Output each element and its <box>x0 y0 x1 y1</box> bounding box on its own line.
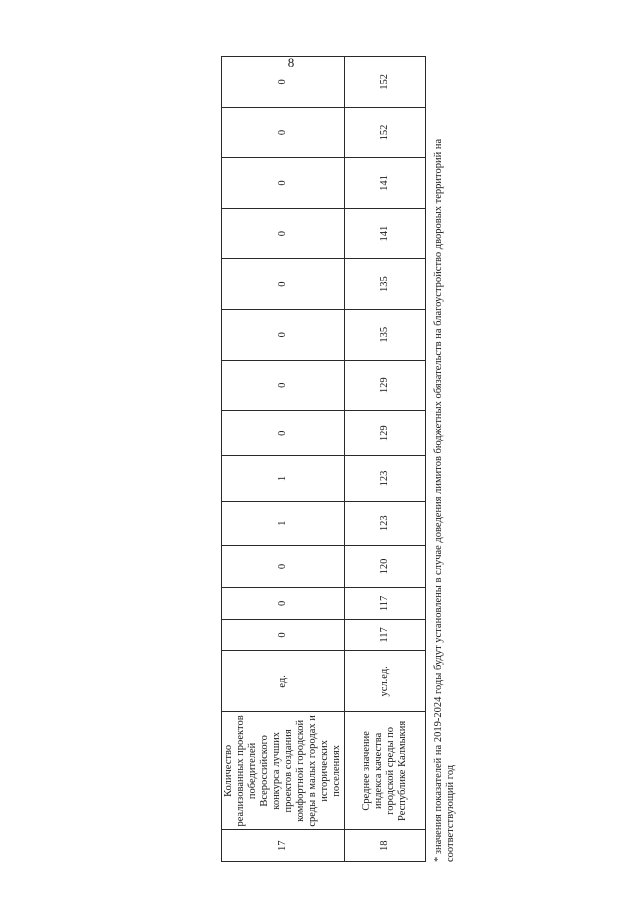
table-row <box>222 57 345 862</box>
value-cell: 141 <box>345 158 426 209</box>
table-row <box>345 57 426 862</box>
value-cell: 0 <box>222 107 345 158</box>
row-number: 18 <box>345 830 426 862</box>
value-cell: 0 <box>222 545 345 587</box>
value-cell: 129 <box>345 360 426 411</box>
value-cell: 129 <box>345 411 426 456</box>
indicator-table <box>221 56 426 862</box>
value-cell: 123 <box>345 501 426 545</box>
value-cell: 0 <box>222 619 345 651</box>
value-cell: 135 <box>345 259 426 310</box>
indicator-name: Среднее значение индекса качества городской среды по Республике Калмыкия <box>345 712 426 830</box>
value-cell: 0 <box>222 259 345 310</box>
value-cell: 117 <box>345 619 426 651</box>
value-cell: 117 <box>345 588 426 620</box>
value-cell: 120 <box>345 545 426 587</box>
value-cell: 152 <box>345 107 426 158</box>
value-cell: 0 <box>222 158 345 209</box>
row-number: 17 <box>222 830 345 862</box>
value-cell: 123 <box>345 456 426 501</box>
value-cell: 0 <box>222 57 345 108</box>
footnote: * значения показателей на 2019-2024 годы будут установлены в случае доведения лимитов бюджетных обязательств на благоустройство дворовых территорий на соответствующий год <box>433 138 456 862</box>
value-cell: 0 <box>222 411 345 456</box>
value-cell: 135 <box>345 309 426 360</box>
value-cell: 0 <box>222 588 345 620</box>
page-number: 8 <box>287 55 295 71</box>
value-cell: 152 <box>345 57 426 108</box>
rotated-page-content <box>195 42 456 862</box>
value-cell: 1 <box>222 456 345 501</box>
value-cell: 0 <box>222 208 345 259</box>
indicator-name: Количество реализованных проектов победителей Всероссийского конкурса лучших проектов создания комфортной городской среды в малых городах и исторических поселениях <box>222 712 345 830</box>
value-cell: 1 <box>222 501 345 545</box>
value-cell: 0 <box>222 309 345 360</box>
value-cell: 141 <box>345 208 426 259</box>
unit-cell: ед. <box>222 651 345 712</box>
value-cell: 0 <box>222 360 345 411</box>
unit-cell: усл.ед. <box>345 651 426 712</box>
